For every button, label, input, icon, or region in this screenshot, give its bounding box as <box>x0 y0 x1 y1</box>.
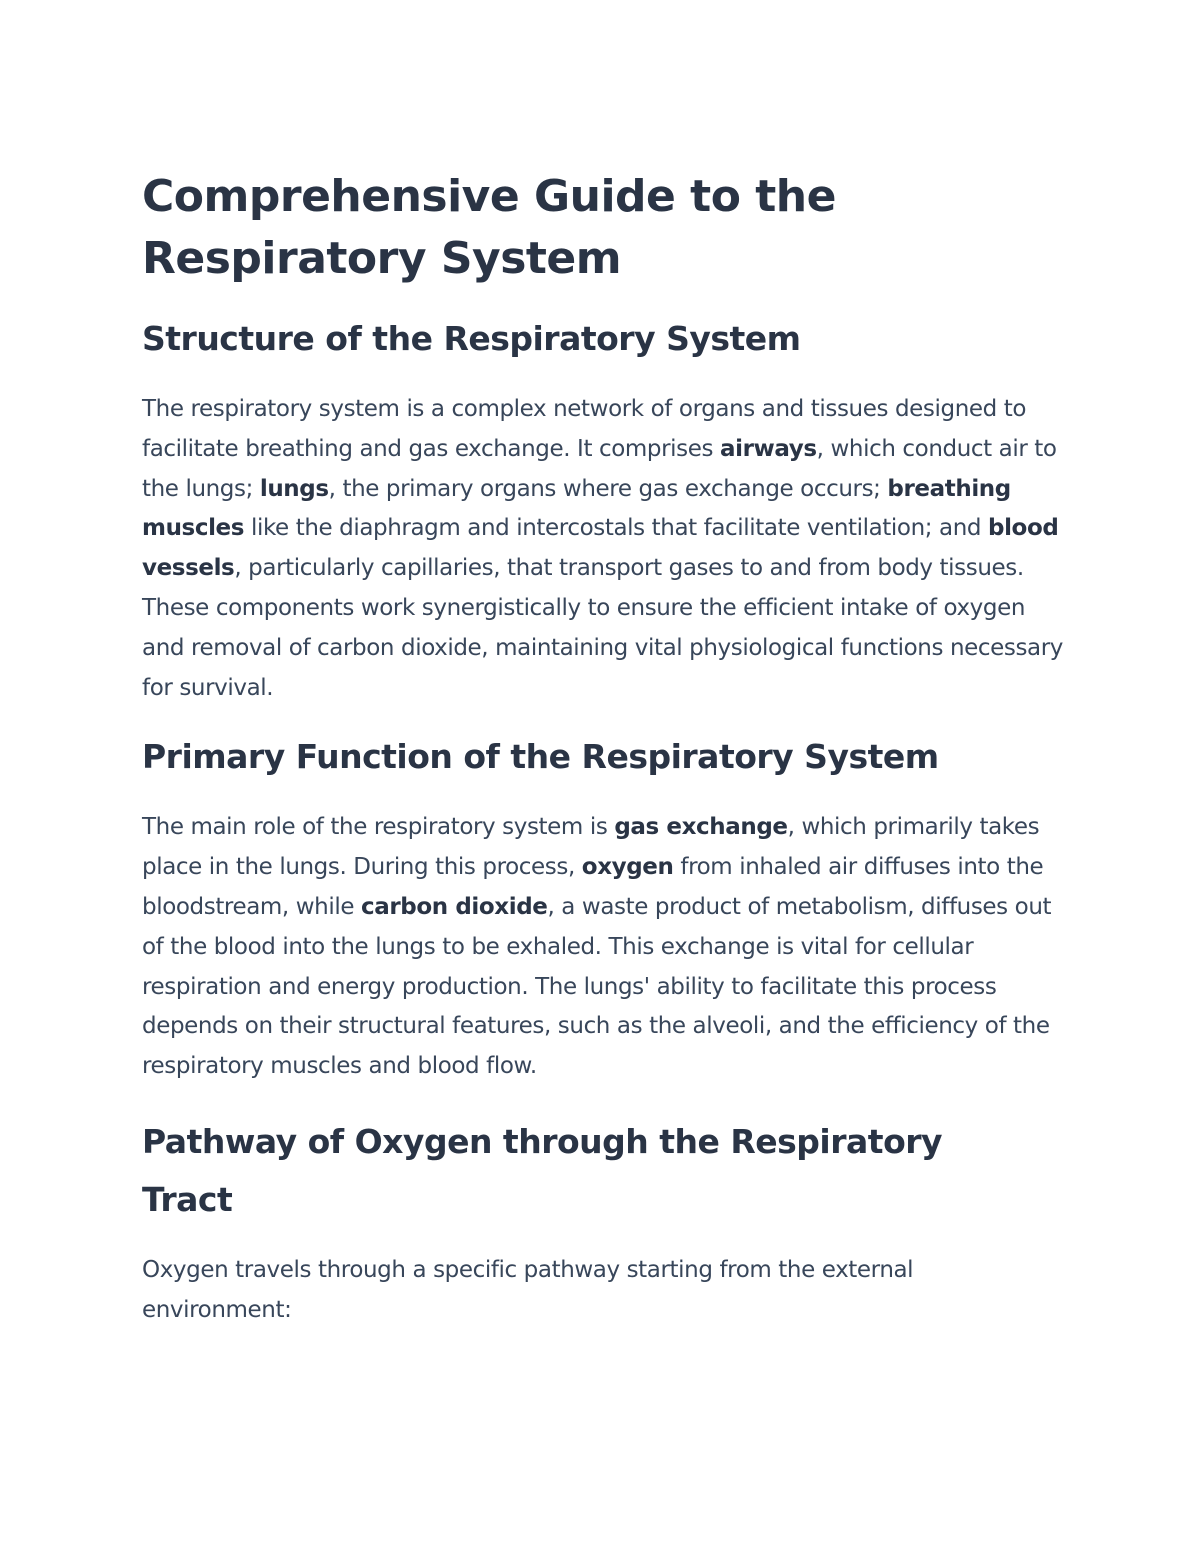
text-run: from inhaled air diffuses into the bloodstream, while <box>142 854 1044 920</box>
text-run: , particularly capillaries, that transport gases to and from body tissues. These components work synergistically to ensure the efficient intake of oxygen and removal of carbon dioxide, maintaining vital physiological functions necessary for survival. <box>142 555 1063 701</box>
text-run: , a waste product of metabolism, diffuses out of the blood into the lungs to be exhaled. This exchange is vital for cellular respiration and energy production. The lungs' ability to facilitate this process depends on their structural features, such as the alveoli, and the efficiency of the respiratory muscles and blood flow. <box>142 893 1052 1080</box>
bold-term-gas-exchange: gas exchange <box>614 814 788 841</box>
section-heading-oxygen-pathway: Pathway of Oxygen through the Respiratory Tract <box>142 1121 943 1219</box>
text-run: , which primarily takes place in the lungs. During this process, <box>142 814 1040 881</box>
bold-term-lungs: lungs <box>259 475 329 502</box>
text-run: , which conduct air to the lungs; <box>142 435 1057 502</box>
bold-term-carbon-dioxide: carbon dioxide <box>361 893 548 920</box>
section-paragraph-primary-function <box>142 808 1067 1087</box>
bold-term-oxygen: oxygen <box>581 854 674 881</box>
document-title: Comprehensive Guide to the Respiratory System <box>142 171 836 284</box>
document-page <box>142 166 1067 1331</box>
text-run: Oxygen travels through a specific pathway starting from the external environment: <box>142 1256 914 1323</box>
bold-term-airways: airways <box>719 435 817 462</box>
text-run: like the diaphragm and intercostals that facilitate ventilation; and <box>244 515 988 542</box>
section-paragraph-structure <box>142 390 1067 708</box>
text-run: , the primary organs where gas exchange occurs; <box>328 475 888 502</box>
bold-term-blood-vessels: blood vessels <box>142 515 1059 582</box>
text-run: The main role of the respiratory system is <box>142 814 615 841</box>
text-run: The respiratory system is a complex network of organs and tissues designed to facilitate breathing and gas exchange. It comprises <box>142 396 1027 462</box>
section-paragraph-oxygen-pathway <box>142 1251 1002 1331</box>
section-heading-structure: Structure of the Respiratory System <box>142 319 801 358</box>
section-heading-primary-function: Primary Function of the Respiratory System <box>142 737 939 777</box>
bold-term-breathing-muscles: breathing muscles <box>142 475 1011 542</box>
